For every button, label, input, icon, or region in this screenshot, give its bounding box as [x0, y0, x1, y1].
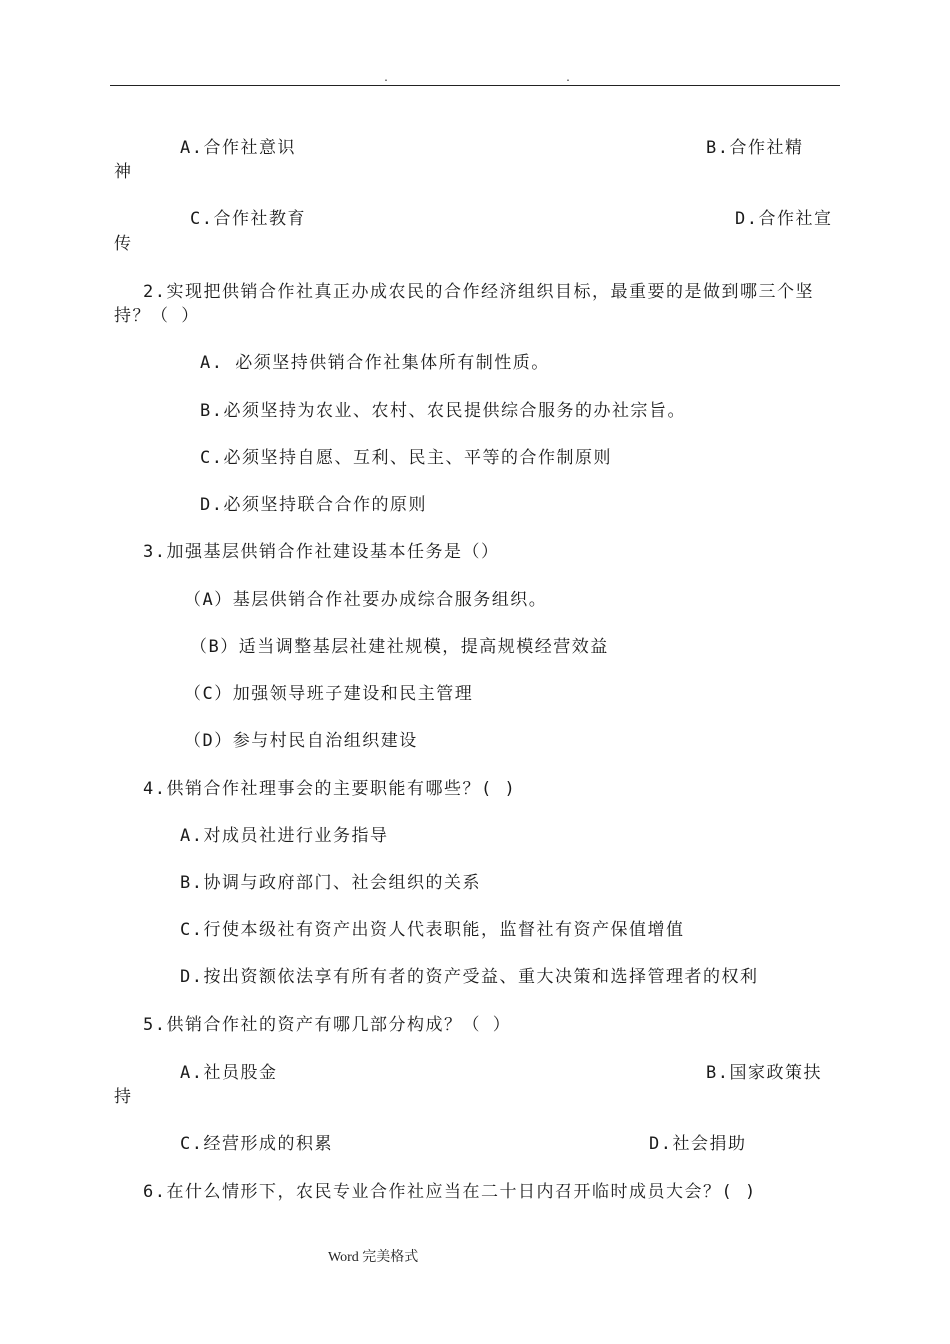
q1-option-a: A.合作社意识	[180, 138, 296, 158]
q4-option-b: B.协调与政府部门、社会组织的关系	[180, 873, 481, 893]
q3-option-d: （D）参与村民自治组织建设	[184, 731, 418, 751]
q5-option-b-wrap: 持	[114, 1087, 133, 1107]
q2-option-d: D.必须坚持联合合作的原则	[200, 495, 427, 515]
q3-question: 3.加强基层供销合作社建设基本任务是（）	[143, 542, 500, 562]
q3-option-a: （A）基层供销合作社要办成综合服务组织。	[184, 590, 548, 610]
q2-question-wrap: 持？（ ）	[114, 306, 200, 326]
q4-option-c: C.行使本级社有资产出资人代表职能，监督社有资产保值增值	[180, 920, 685, 940]
q4-option-a: A.对成员社进行业务指导	[180, 826, 389, 846]
q1-option-c: C.合作社教育	[190, 209, 306, 229]
q2-option-c: C.必须坚持自愿、互利、民主、平等的合作制原则	[200, 448, 612, 468]
header-dot: .	[383, 73, 390, 84]
q1-option-d: D.合作社宣	[735, 209, 833, 229]
q5-option-d: D.社会捐助	[649, 1134, 747, 1154]
q1-option-b-wrap: 神	[114, 162, 133, 182]
footer-label: Word 完美格式	[328, 1250, 419, 1265]
header-dot: .	[565, 73, 572, 84]
q1-option-b: B.合作社精	[706, 138, 804, 158]
q5-question: 5.供销合作社的资产有哪几部分构成？（ ）	[143, 1015, 512, 1035]
q3-option-c: （C）加强领导班子建设和民主管理	[184, 684, 474, 704]
q3-option-b: （B）适当调整基层社建社规模，提高规模经营效益	[190, 637, 609, 657]
q6-question: 6.在什么情形下，农民专业合作社应当在二十日内召开临时成员大会？( )	[143, 1182, 757, 1202]
q2-question: 2.实现把供销合作社真正办成农民的合作经济组织目标，最重要的是做到哪三个坚	[143, 282, 814, 302]
q1-option-d-wrap: 传	[114, 234, 133, 254]
q5-option-a: A.社员股金	[180, 1063, 278, 1083]
q2-option-a: A. 必须坚持供销合作社集体所有制性质。	[200, 353, 550, 373]
q4-option-d: D.按出资额依法享有所有者的资产受益、重大决策和选择管理者的权利	[180, 967, 759, 987]
q5-option-b: B.国家政策扶	[706, 1063, 822, 1083]
q2-option-b: B.必须坚持为农业、农村、农民提供综合服务的办社宗旨。	[200, 401, 686, 421]
q4-question: 4.供销合作社理事会的主要职能有哪些？( )	[143, 779, 517, 799]
q5-option-c: C.经营形成的积累	[180, 1134, 333, 1154]
header-rule	[110, 85, 840, 86]
